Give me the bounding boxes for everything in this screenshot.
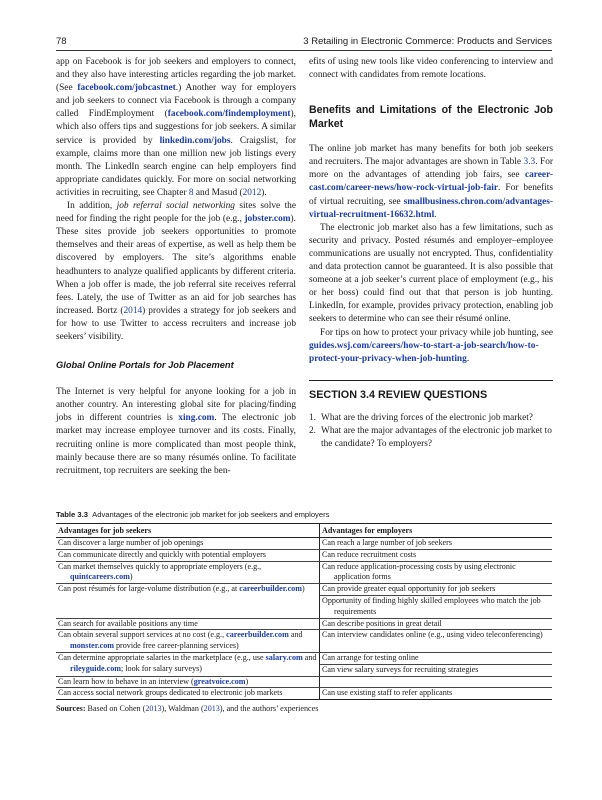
citation-link[interactable]: 2012 [242, 187, 262, 198]
link-greatvoice[interactable]: greatvoice.com [193, 676, 246, 686]
link-quintcareers[interactable]: quintcareers.com [70, 572, 130, 582]
table-row: Can post résumés for large-volume distribution (e.g., at careerbuilder.com) Can provide greater equal opportunity for job seekers Opportunity of finding highly skilled employees who match the job requirements [56, 584, 552, 618]
table-row: Can learn how to behave in an interview (greatvoice.com) [56, 676, 552, 688]
table-row: Can determine appropriate salaries in the marketplace (e.g., use salary.com and rileyguide.com; look for salary surveys) Can arrange for testing online Can view salary surveys for recruiting strategies [56, 652, 552, 676]
link-jobster[interactable]: jobster.com [244, 214, 291, 225]
link-smallbusiness-chron[interactable]: smallbusiness.chron.com/advantages-virtual-recruitment-16632.html [309, 196, 553, 220]
page-number: 78 [56, 36, 67, 47]
paragraph: The online job market has many benefits for both job seekers and recruiters. The major advantages are shown in Table 3.3. For more on the advantages of attending job fairs, see career-cast.com/career-news/how-rock-virtual-job-fair. For benefits of virtual recruiting, see smallbusiness.chron.com/advantages-virtual-recruitment-16632.html. [309, 144, 554, 220]
link-monster[interactable]: monster.com [70, 641, 114, 651]
link-linkedin-jobs[interactable]: linkedin.com/jobs [159, 135, 231, 146]
chapter-ref-link[interactable]: 8 [188, 187, 194, 198]
table-row: Can communicate directly and quickly with potential employers Can reduce recruitment costs [56, 549, 552, 561]
right-column [309, 56, 553, 451]
table-row: Can access social network groups dedicated to electronic job markets Can use existing staff to refer applicants [56, 688, 552, 700]
link-xing[interactable]: xing.com [178, 413, 215, 424]
link-careerbuilder[interactable]: careerbuilder.com [239, 584, 302, 594]
column-header: Advantages for job seekers [56, 524, 320, 538]
link-wsj-guides[interactable]: guides.wsj.com/careers/how-to-start-a-job-search/how-to-protect-your-privacy-when-job-hunting [309, 340, 539, 364]
link-facebook-findemployment[interactable]: facebook.com/findemployment [167, 109, 291, 120]
paragraph: For tips on how to protect your privacy while job hunting, see guides.wsj.com/careers/how-to-start-a-job-search/how-to-protect-your-privacy-when-job-hunting. [309, 327, 553, 364]
table-row: Can discover a large number of job openings Can reach a large number of job seekers [56, 538, 552, 550]
table-row: Can obtain several support services at no cost (e.g., careerbuilder.com and monster.com provide free career-planning services) Can interview candidates online (e.g., using video teleconferencing) [56, 630, 552, 653]
question-item: 2. What are the major advantages of the electronic job market to the candidate? To employers? [309, 425, 552, 450]
advantages-table [56, 523, 552, 700]
table-ref-link[interactable]: 3.3 [523, 157, 536, 168]
paragraph: app on Facebook is for job seekers and employers to connect, and they also have interesting articles regarding the job market. (See facebook.com/jobcastnet.) Another way for employers and job seekers to connect via Facebook is through a company called FindEmployment (facebook.com/findemployment), which also offers tips and suggestions for job seekers. A similar service is provided by linkedin.com/jobs. Craigslist, for example, claims more than one million new job listings every month. The LinkedIn search engine can help employers find appropriate candidates quickly. For more on social networking activities in recruiting, see Chapter 8 and Masud (2012). [56, 57, 297, 198]
column-header: Advantages for employers [320, 524, 553, 538]
question-list [309, 412, 553, 451]
header-rule [56, 50, 552, 51]
table-3-3 [56, 510, 552, 713]
review-questions-section [309, 380, 553, 451]
link-careercast[interactable]: career-cast.com/career-news/how-rock-virtual-job-fair [309, 170, 553, 194]
citation-link[interactable]: 2013 [203, 704, 220, 714]
table-sources: Sources: Based on Cohen (2013), Waldman (2013), and the authors’ experiences [56, 704, 319, 714]
link-rileyguide[interactable]: rileyguide.com [70, 663, 122, 673]
subsection-heading: Global Online Portals for Job Placement [56, 360, 234, 371]
paragraph: The electronic job market also has a few limitations, such as security and privacy. Posted résumés and employer–employee communications are usually not encrypted. Thus, confidentiality and data protection cannot be guaranteed. It is also possible that someone at a job seeker’s current place of employment (e.g., his or her boss) could find out that that person is job hunting. LinkedIn, for example, provides privacy protection, enabling job seekers to determine who can see their résumé online. [309, 222, 553, 325]
table-row: Can market themselves quickly to appropriate employers (e.g., quintcareers.com) Can reduce application-processing costs by using electronic application forms [56, 561, 552, 584]
link-facebook-jobcastnet[interactable]: facebook.com/jobcastnet [77, 83, 176, 94]
table-row: Can search for available positions any time Can describe positions in great detail [56, 618, 552, 630]
paragraph: In addition, job referral social networking sites solve the need for finding the right people for the job (e.g., jobster.com). These sites provide job seekers opportunities to promote themselves and their areas of expertise, as well as help them be discovered by employers. The site’s algorithms enable headhunters to analyze qualified applicants by different criteria. When a job offer is made, the job referral site receives referral fees. Lately, the use of Twitter as an aid for job searches has increased. Bortz (2014) provides a strategy for job seekers and for how to use Twitter to access recruiters and increase job seekers’ visibility. [56, 201, 296, 342]
question-item: 1. What are the driving forces of the electronic job market? [309, 412, 533, 423]
review-title: SECTION 3.4 REVIEW QUESTIONS [309, 388, 488, 401]
link-careerbuilder[interactable]: careerbuilder.com [226, 630, 289, 640]
table-caption: Table 3.3 Advantages of the electronic job market for job seekers and employers [56, 510, 330, 519]
link-salary[interactable]: salary.com [265, 652, 303, 662]
paragraph: The Internet is very helpful for anyone looking for a job in another country. An interesting global site for placing/finding jobs in different countries is xing.com. The electronic job market may increase employee turnover and its costs. Finally, recruiting online is more complicated than most people think, mainly because there are so many résumés online. To facilitate recruitment, top recruiters are seeking the ben- [56, 387, 296, 476]
citation-link[interactable]: 2013 [145, 704, 162, 714]
section-heading: Benefits and Limitations of the Electronic Job Market [309, 104, 553, 130]
left-column [56, 56, 296, 478]
paragraph: efits of using new tools like video conferencing to interview and connect with candidates from remote locations. [309, 57, 553, 81]
running-head: 3 Retailing in Electronic Commerce: Products and Services [303, 36, 552, 47]
running-header [56, 36, 552, 50]
citation-link[interactable]: 2014 [123, 305, 143, 316]
